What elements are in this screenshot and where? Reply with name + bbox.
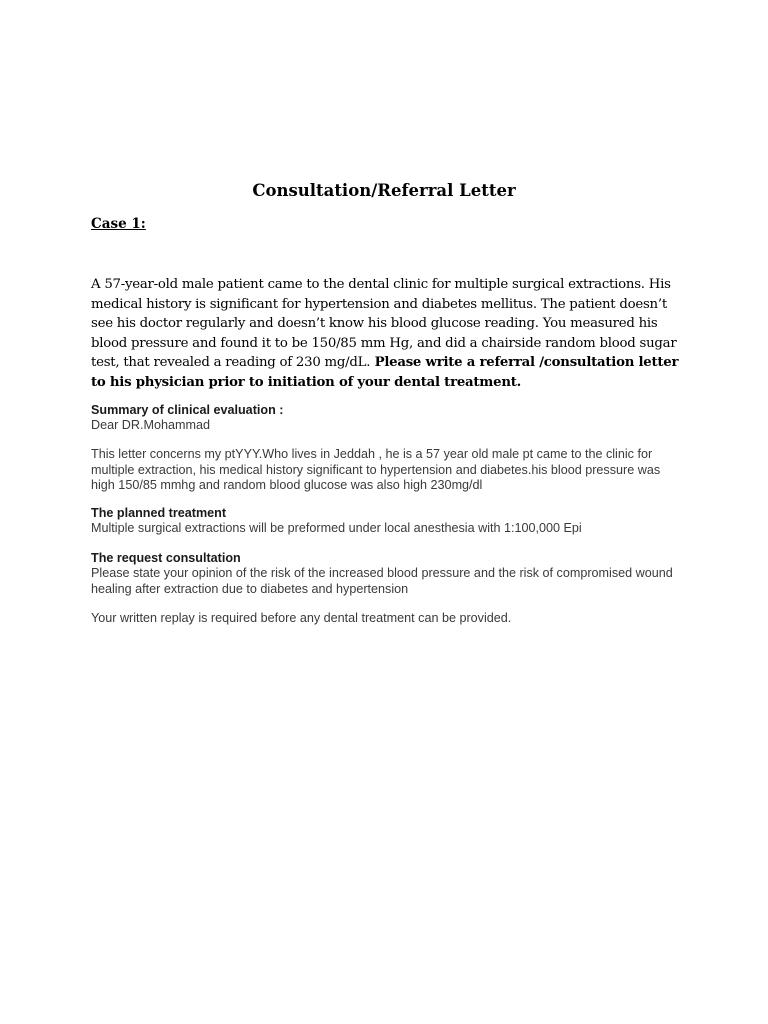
request-consultation-text: Please state your opinion of the risk of the increased blood pressure and the risk of compromised wound healing after extraction due to diabetes and hypertension xyxy=(91,566,673,596)
case-prompt-text: A 57-year-old male patient came to the dental clinic for multiple surgical extractions. His medical history is significant for hypertension and diabetes mellitus. The patient doesn’t see his doctor regularly and doesn’t know his blood glucose reading. You measured his blood pressure and found it to be 150/85 mm Hg, and did a chairside random blood sugar test, that revealed a reading of 230 mg/dL. xyxy=(91,277,677,370)
request-consultation-heading: The request consultation xyxy=(91,551,241,565)
salutation: Dear DR.Mohammad xyxy=(91,418,210,432)
case-prompt xyxy=(91,275,691,392)
closing-line: Your written replay is required before any dental treatment can be provided. xyxy=(91,611,512,625)
planned-treatment-section xyxy=(91,506,691,537)
document-title: Consultation/Referral Letter xyxy=(252,181,516,200)
summary-section xyxy=(91,403,691,434)
case-prompt-instruction: Please write a referral /consultation letter to his physician prior to initiation of your dental treatment. xyxy=(91,355,679,390)
planned-treatment-heading: The planned treatment xyxy=(91,506,227,520)
letter-paragraph: This letter concerns my ptYYY.Who lives in Jeddah , he is a 57 year old male pt came to the clinic for multiple extraction, his medical history significant to hypertension and diabetes.his blood pressure was high 150/85 mmhg and random blood glucose was also high 230mg/dl xyxy=(91,447,661,492)
case-label: Case 1: xyxy=(91,216,146,232)
planned-treatment-text: Multiple surgical extractions will be preformed under local anesthesia with 1:100,000 Epi xyxy=(91,521,582,535)
summary-heading: Summary of clinical evaluation : xyxy=(91,403,284,417)
request-consultation-section xyxy=(91,551,681,597)
